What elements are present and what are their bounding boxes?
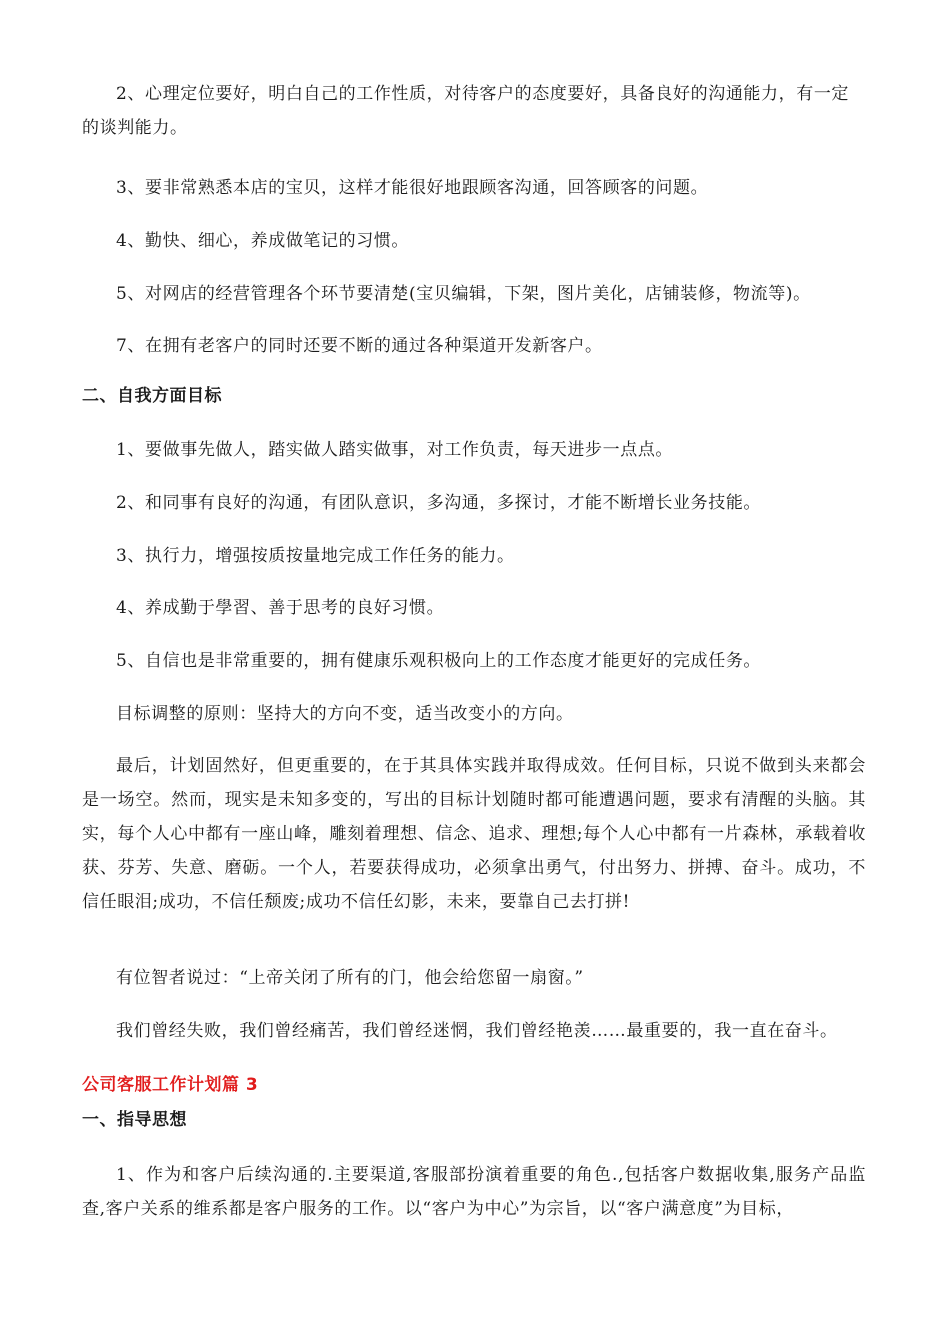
paragraph-item-7: 7、在拥有老客户的同时还要不断的通过各种渠道开发新客户。	[116, 336, 603, 356]
paragraph-item-3: 3、要非常熟悉本店的宝贝，这样才能很好地跟顾客沟通，回答顾客的问题。	[116, 178, 709, 198]
self-goal-item-2: 2、和同事有良好的沟通，有团队意识，多沟通，多探讨，才能不断增长业务技能。	[116, 493, 762, 513]
self-goal-item-1: 1、要做事先做人，踏实做人踏实做事，对工作负责，每天进步一点点。	[116, 440, 674, 460]
closing-paragraph: 最后，计划固然好，但更重要的，在于其具体实践并取得成效。任何目标，只说不做到头来都会是一场空。然而，现实是未知多变的，写出的目标计划随时都可能遭遇问题，要求有清醒的头脑。其实，每个人心中都有一座山峰，雕刻着理想、信念、追求、理想;每个人心中都有一片森林，承载着收获、芬芳、失意、磨砺。一个人，若要获得成功，必须拿出勇气，付出努力、拼搏、奋斗。成功，不信任眼泪;成功，不信任颓废;成功不信任幻影，未来，要靠自己去打拼!	[82, 756, 866, 912]
paragraph-item-5: 5、对网店的经营管理各个环节要清楚(宝贝编辑，下架，图片美化，店铺装修，物流等)。	[116, 284, 811, 304]
goal-adjustment-principle: 目标调整的原则：坚持大的方向不变，适当改变小的方向。	[116, 704, 574, 724]
section-heading-guiding-ideology: 一、指导思想	[82, 1110, 187, 1130]
self-goal-item-5: 5、自信也是非常重要的，拥有健康乐观积极向上的工作态度才能更好的完成任务。	[116, 651, 762, 671]
self-goal-item-3: 3、执行力，增强按质按量地完成工作任务的能力。	[116, 546, 515, 566]
quote-paragraph: 有位智者说过：“上帝关闭了所有的门，他会给您留一扇窗。”	[116, 968, 584, 988]
guiding-ideology-paragraph-1: 1、作为和客户后续沟通的.主要渠道,客服部扮演着重要的角色.,包括客户数据收集,服务产品监查,客户关系的维系都是客户服务的工作。以“客户为中心”为宗旨，以“客户满意度”为目标，	[82, 1165, 866, 1219]
self-goal-item-4: 4、养成勤于學習、善于思考的良好习惯。	[116, 598, 445, 618]
final-paragraph: 我们曾经失败，我们曾经痛苦，我们曾经迷惘，我们曾经艳羡……最重要的，我一直在奋斗。	[116, 1021, 838, 1041]
section-heading-self-goals: 二、自我方面目标	[82, 386, 222, 406]
paragraph-item-4: 4、勤快、细心，养成做笔记的习惯。	[116, 231, 410, 251]
paragraph-item-2: 2、心理定位要好，明白自己的工作性质，对待客户的态度要好，具备良好的沟通能力，有一定的谈判能力。	[82, 84, 850, 138]
article-title-3: 公司客服工作计划篇 3	[82, 1075, 259, 1095]
